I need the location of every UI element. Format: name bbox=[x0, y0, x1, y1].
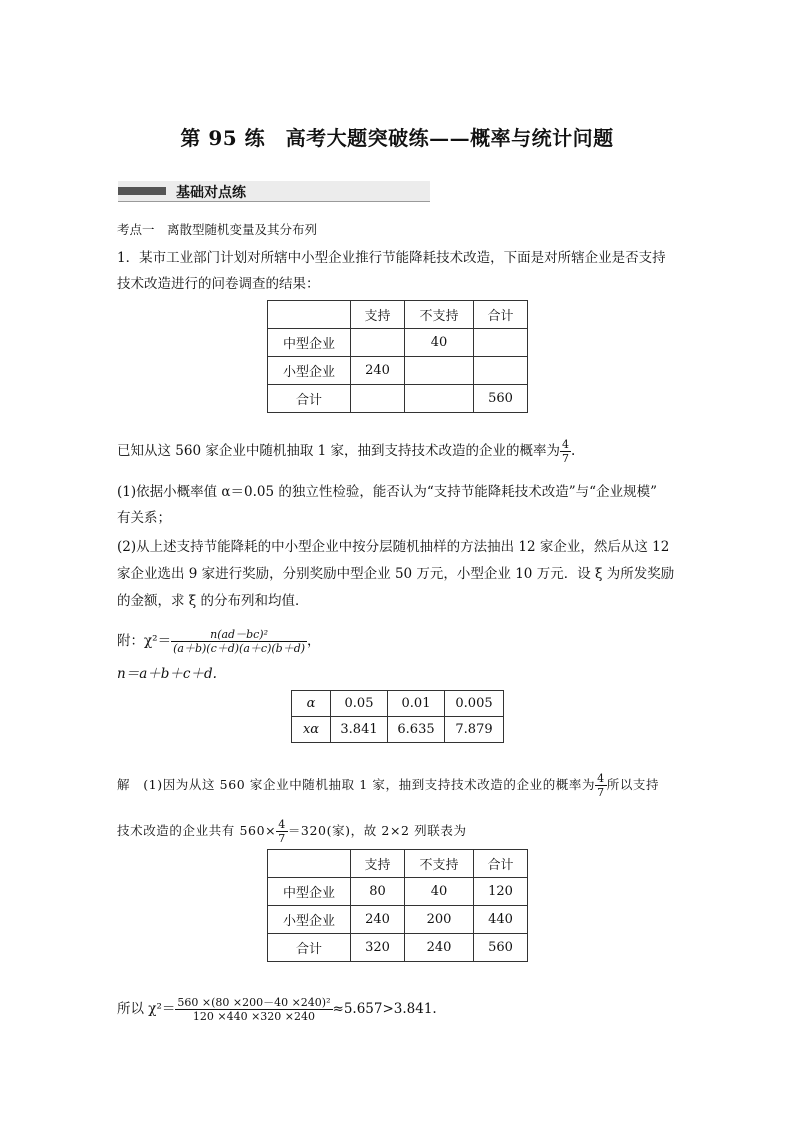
contingency-table bbox=[267, 849, 528, 962]
table-cell: 合计 bbox=[474, 850, 528, 878]
chi-denominator: 120 ×440 ×320 ×240 bbox=[192, 1010, 316, 1023]
appendix-formula bbox=[117, 628, 321, 655]
table-cell: 120 bbox=[474, 878, 528, 906]
table-cell: 560 bbox=[474, 385, 528, 413]
table-cell: 不支持 bbox=[405, 301, 474, 329]
chi-square-fraction bbox=[175, 996, 332, 1023]
table-row bbox=[292, 691, 504, 717]
table-cell: 3.841 bbox=[331, 717, 388, 743]
probability-statement bbox=[117, 438, 575, 465]
fraction-denominator: 7 bbox=[562, 452, 570, 465]
topic-heading: 考点一 离散型随机变量及其分布列 bbox=[117, 222, 318, 237]
table-cell: 合计 bbox=[268, 934, 351, 962]
fraction-numerator: 4 bbox=[278, 818, 286, 831]
table-cell: 支持 bbox=[351, 850, 405, 878]
part2-line2: 家企业选出 9 家进行奖励，分别奖励中型企业 50 万元，小型企业 10 万元．设 ξ 为所发奖励 bbox=[117, 566, 675, 582]
section-label: 基础对点练 bbox=[176, 185, 246, 201]
solution-text: 技术改造的企业共有 560× bbox=[117, 823, 277, 838]
table-cell: 0.01 bbox=[388, 691, 445, 717]
table-cell: 560 bbox=[474, 934, 528, 962]
table-cell: 合计 bbox=[268, 385, 351, 413]
survey-table bbox=[267, 300, 528, 413]
table-row bbox=[268, 357, 528, 385]
appendix-label: 附：χ²＝ bbox=[117, 633, 172, 649]
page-title: 第 95 练 高考大题突破练——概率与统计问题 bbox=[180, 126, 614, 150]
fraction-four-sevenths bbox=[560, 438, 571, 465]
table-cell: α bbox=[292, 691, 331, 717]
table-cell bbox=[474, 357, 528, 385]
fraction-denominator: 7 bbox=[278, 832, 286, 845]
table-cell: 80 bbox=[351, 878, 405, 906]
table-cell: 240 bbox=[351, 906, 405, 934]
table-cell: 不支持 bbox=[405, 850, 474, 878]
table-cell: 40 bbox=[405, 329, 474, 357]
critical-value-table bbox=[291, 690, 504, 743]
table-cell: 240 bbox=[351, 357, 405, 385]
table-cell: 合计 bbox=[474, 301, 528, 329]
table-row bbox=[268, 906, 528, 934]
period: . bbox=[571, 443, 576, 459]
table-cell: 0.05 bbox=[331, 691, 388, 717]
table-row bbox=[268, 385, 528, 413]
solution-line1 bbox=[117, 772, 659, 799]
table-cell bbox=[351, 329, 405, 357]
table-cell: 7.879 bbox=[445, 717, 504, 743]
table-cell: 440 bbox=[474, 906, 528, 934]
formula-comma: ， bbox=[307, 633, 321, 649]
table-cell: 小型企业 bbox=[268, 357, 351, 385]
section-header bbox=[118, 181, 430, 202]
table-row bbox=[268, 878, 528, 906]
formula-denominator: (a＋b)(c＋d)(a＋c)(b＋d) bbox=[173, 642, 306, 655]
table-cell: 200 bbox=[405, 906, 474, 934]
table-cell bbox=[351, 385, 405, 413]
table-cell: 40 bbox=[405, 878, 474, 906]
n-formula: n＝a＋b＋c＋d. bbox=[117, 666, 217, 682]
table-row bbox=[268, 329, 528, 357]
probability-text: 已知从这 560 家企业中随机抽取 1 家，抽到支持技术改造的企业的概率为 bbox=[117, 443, 561, 459]
fraction-numerator: 4 bbox=[562, 438, 570, 451]
table-cell bbox=[474, 329, 528, 357]
table-row bbox=[268, 934, 528, 962]
part1-line2: 有关系； bbox=[117, 510, 171, 526]
section-marker bbox=[118, 187, 166, 195]
solution-text: 解 (1)因为从这 560 家企业中随机抽取 1 家，抽到支持技术改造的企业的概率为 bbox=[117, 777, 596, 792]
fraction-numerator: 4 bbox=[597, 772, 605, 785]
fraction-four-sevenths bbox=[276, 818, 288, 845]
table-cell bbox=[405, 357, 474, 385]
question-text-line1: 1．某市工业部门计划对所辖中小型企业推行节能降耗技术改造，下面是对所辖企业是否支持 bbox=[117, 250, 666, 266]
chi-numerator: 560 ×(80 ×200－40 ×240)² bbox=[177, 996, 331, 1009]
table-cell bbox=[268, 301, 351, 329]
part2-line3: 的金额，求 ξ 的分布列和均值． bbox=[117, 593, 309, 609]
formula-numerator: n(ad－bc)² bbox=[171, 628, 307, 642]
question-text-line2: 技术改造进行的问卷调查的结果： bbox=[117, 276, 320, 292]
table-row bbox=[268, 850, 528, 878]
table-cell bbox=[405, 385, 474, 413]
part1-line1: (1)依据小概率值 α＝0.05 的独立性检验，能否认为“支持节能降耗技术改造”与“企业规模” bbox=[117, 484, 657, 500]
chi-square-formula bbox=[171, 628, 307, 655]
part2-line1: (2)从上述支持节能降耗的中小型企业中按分层随机抽样的方法抽出 12 家企业，然后从这 12 bbox=[117, 539, 670, 555]
table-cell: 中型企业 bbox=[268, 329, 351, 357]
table-cell bbox=[268, 850, 351, 878]
table-cell: 小型企业 bbox=[268, 906, 351, 934]
chi-square-calculation bbox=[117, 996, 437, 1023]
table-cell: 320 bbox=[351, 934, 405, 962]
solution-line2 bbox=[117, 818, 467, 845]
table-cell: 中型企业 bbox=[268, 878, 351, 906]
solution-text: ＝320(家)，故 2×2 列联表为 bbox=[287, 823, 467, 838]
solution-text: 所以支持 bbox=[606, 777, 660, 792]
table-cell: 支持 bbox=[351, 301, 405, 329]
fraction-four-sevenths bbox=[595, 772, 607, 799]
chi-label: 所以 χ²＝ bbox=[117, 1001, 176, 1017]
table-cell: 0.005 bbox=[445, 691, 504, 717]
chi-result: ≈5.657>3.841. bbox=[332, 1001, 437, 1017]
table-cell: xα bbox=[292, 717, 331, 743]
table-cell: 6.635 bbox=[388, 717, 445, 743]
fraction-denominator: 7 bbox=[597, 786, 605, 799]
table-cell: 240 bbox=[405, 934, 474, 962]
table-row bbox=[292, 717, 504, 743]
